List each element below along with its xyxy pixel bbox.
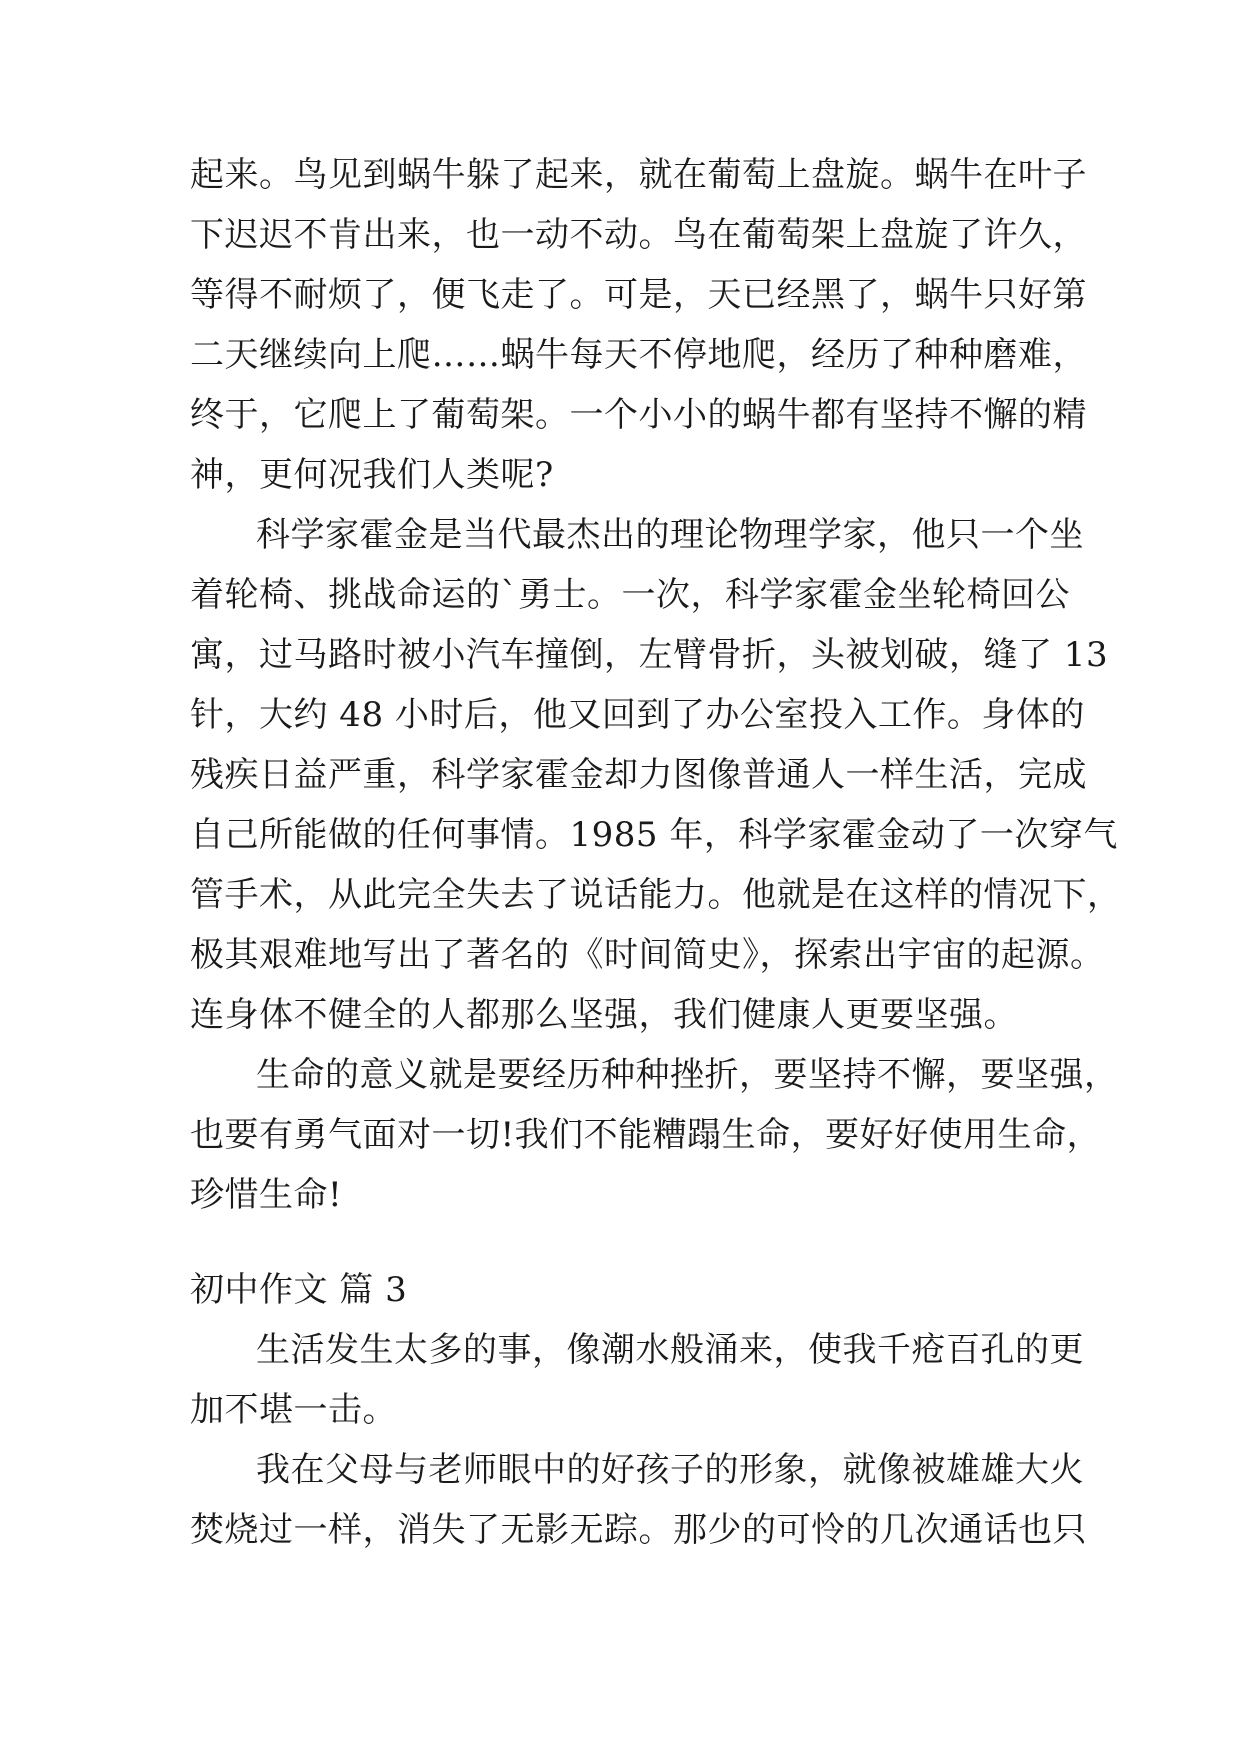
text-line: 自己所能做的任何事情。1985 年，科学家霍金动了一次穿气	[190, 815, 1118, 855]
text-line: 等得不耐烦了，便飞走了。可是，天已经黑了，蜗牛只好第	[190, 275, 1087, 315]
text-line: 残疾日益严重，科学家霍金却力图像普通人一样生活，完成	[190, 755, 1087, 795]
text-line: 极其艰难地写出了著名的《时间简史》，探索出宇宙的起源。	[190, 935, 1105, 975]
text-line: 针，大约 48 小时后，他又回到了办公室投入工作。身体的	[190, 695, 1085, 735]
text-line: 焚烧过一样，消失了无影无踪。那少的可怜的几次通话也只	[190, 1510, 1087, 1550]
text-line: 寓，过马路时被小汽车撞倒，左臂骨折，头被划破，缝了 13	[190, 635, 1109, 675]
paragraph-first-line: 生命的意义就是要经历种种挫折，要坚持不懈，要坚强，	[256, 1055, 1119, 1095]
text-line: 珍惜生命!	[190, 1175, 343, 1215]
text-line: 也要有勇气面对一切!我们不能糟蹋生命，要好好使用生命，	[190, 1115, 1102, 1155]
text-line: 起来。鸟见到蜗牛躲了起来，就在葡萄上盘旋。蜗牛在叶子	[190, 155, 1087, 195]
text-line: 管手术，从此完全失去了说话能力。他就是在这样的情况下，	[190, 875, 1122, 915]
paragraph-first-line: 科学家霍金是当代最杰出的理论物理学家，他只一个坐	[256, 515, 1084, 555]
text-line: 下迟迟不肯出来，也一动不动。鸟在葡萄架上盘旋了许久，	[190, 215, 1087, 255]
text-line: 着轮椅、挑战命运的`勇士。一次，科学家霍金坐轮椅回公	[190, 575, 1070, 615]
text-line: 二天继续向上爬……蜗牛每天不停地爬，经历了种种磨难，	[190, 335, 1087, 375]
text-line: 连身体不健全的人都那么坚强，我们健康人更要坚强。	[190, 995, 1018, 1035]
paragraph-first-line: 生活发生太多的事，像潮水般涌来，使我千疮百孔的更	[256, 1330, 1084, 1370]
text-line: 神，更何况我们人类呢?	[190, 455, 554, 495]
paragraph-first-line: 我在父母与老师眼中的好孩子的形象，就像被雄雄大火	[256, 1450, 1084, 1490]
text-line: 加不堪一击。	[190, 1390, 397, 1430]
section-heading: 初中作文 篇 3	[190, 1270, 408, 1310]
text-line: 终于，它爬上了葡萄架。一个小小的蜗牛都有坚持不懈的精	[190, 395, 1087, 435]
